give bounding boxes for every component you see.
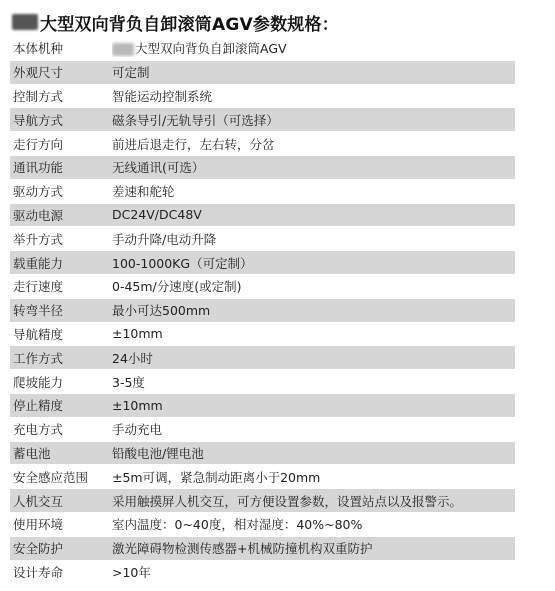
redacted-brand-mark bbox=[12, 14, 38, 30]
spec-value-text: 3-5度 bbox=[112, 374, 145, 390]
spec-value-text: ±10mm bbox=[112, 397, 163, 413]
spec-value bbox=[112, 63, 515, 81]
spec-value bbox=[112, 563, 515, 581]
spec-row bbox=[10, 489, 515, 513]
spec-value-text: 24小时 bbox=[112, 350, 153, 366]
spec-row bbox=[10, 108, 515, 132]
redacted-brand-mark bbox=[112, 43, 134, 56]
spec-label: 停止精度 bbox=[13, 398, 64, 414]
spec-value bbox=[112, 326, 515, 341]
spec-label: 举升方式 bbox=[13, 231, 64, 247]
page-title-row bbox=[12, 8, 339, 36]
spec-value-text: 0-45m/分速度(或定制) bbox=[112, 279, 242, 295]
spec-value bbox=[112, 39, 515, 57]
spec-row bbox=[10, 37, 515, 61]
spec-row bbox=[10, 299, 515, 323]
spec-row bbox=[10, 513, 515, 537]
spec-label: 充电方式 bbox=[13, 422, 64, 438]
spec-value-text: DC24V/DC48V bbox=[112, 207, 202, 223]
spec-row bbox=[10, 418, 515, 442]
spec-value bbox=[112, 254, 515, 272]
spec-label: 蓄电池 bbox=[13, 445, 51, 461]
spec-label: 走行速度 bbox=[13, 279, 64, 295]
spec-row bbox=[10, 132, 515, 156]
spec-value-text: 铅酸电池/锂电池 bbox=[112, 445, 204, 461]
spec-value bbox=[112, 301, 515, 319]
spec-row bbox=[10, 85, 515, 109]
spec-value-text: 手动充电 bbox=[112, 422, 163, 438]
spec-label: 走行方向 bbox=[13, 136, 64, 152]
spec-label: 载重能力 bbox=[13, 255, 64, 271]
spec-label: 工作方式 bbox=[13, 350, 64, 366]
spec-value-text: 无线通讯(可选） bbox=[112, 160, 205, 176]
spec-value bbox=[112, 398, 515, 413]
spec-row bbox=[10, 323, 515, 347]
spec-value bbox=[112, 135, 515, 153]
spec-row bbox=[10, 465, 515, 489]
spec-label: 安全防护 bbox=[13, 541, 64, 557]
spec-row bbox=[10, 156, 515, 180]
spec-row bbox=[10, 442, 515, 466]
spec-value bbox=[112, 207, 515, 222]
spec-value bbox=[112, 373, 515, 391]
spec-value bbox=[112, 158, 515, 176]
spec-row bbox=[10, 537, 515, 561]
spec-label: 设计寿命 bbox=[13, 564, 64, 580]
spec-value bbox=[112, 539, 515, 557]
spec-label: 安全感应范围 bbox=[13, 469, 89, 485]
spec-value bbox=[112, 468, 515, 486]
spec-value-text: 激光障碍物检测传感器+机械防撞机构双重防护 bbox=[112, 541, 373, 557]
spec-label: 控制方式 bbox=[13, 88, 64, 104]
spec-value-text: 可定制 bbox=[112, 65, 150, 81]
spec-value bbox=[112, 277, 515, 295]
spec-row bbox=[10, 61, 515, 85]
spec-value bbox=[112, 87, 515, 105]
spec-value-text: 智能运动控制系统 bbox=[112, 88, 213, 104]
spec-value-text: 大型双向背负自卸滚筒AGV bbox=[135, 41, 287, 57]
spec-label: 通讯功能 bbox=[13, 160, 64, 176]
spec-value-text: 磁条导引/无轨导引（可选择） bbox=[112, 112, 279, 128]
spec-label: 导航方式 bbox=[13, 112, 64, 128]
spec-value bbox=[112, 420, 515, 438]
spec-label: 人机交互 bbox=[13, 493, 64, 509]
spec-value bbox=[112, 111, 515, 129]
spec-value-text: 室内温度：0~40度，相对湿度：40%~80% bbox=[112, 517, 363, 533]
spec-row bbox=[10, 561, 515, 585]
spec-row bbox=[10, 275, 515, 299]
spec-value-text: 前进后退走行，左右转，分岔 bbox=[112, 136, 275, 152]
spec-value bbox=[112, 182, 515, 200]
spec-label: 驱动电源 bbox=[13, 207, 64, 223]
spec-row bbox=[10, 394, 515, 418]
spec-value-text: 手动升降/电动升降 bbox=[112, 231, 217, 247]
spec-row bbox=[10, 346, 515, 370]
spec-label: 驱动方式 bbox=[13, 184, 64, 200]
spec-value-text: >10年 bbox=[112, 564, 151, 580]
spec-value-text: 100-1000KG（可定制） bbox=[112, 255, 253, 271]
spec-label: 爬坡能力 bbox=[13, 374, 64, 390]
spec-row bbox=[10, 204, 515, 228]
spec-row bbox=[10, 180, 515, 204]
spec-label: 导航精度 bbox=[13, 326, 64, 342]
spec-row bbox=[10, 251, 515, 275]
spec-value-text: 差速和舵轮 bbox=[112, 184, 175, 200]
spec-value bbox=[112, 515, 515, 533]
spec-value-text: ±5m可调，紧急制动距离小于20mm bbox=[112, 469, 321, 485]
spec-value bbox=[112, 444, 515, 462]
spec-value bbox=[112, 230, 515, 248]
spec-row bbox=[10, 370, 515, 394]
spec-label: 使用环境 bbox=[13, 517, 64, 533]
spec-table bbox=[10, 37, 515, 584]
spec-value-text: 最小可达500mm bbox=[112, 303, 211, 319]
spec-row bbox=[10, 227, 515, 251]
spec-value-text: ±10mm bbox=[112, 326, 163, 342]
spec-value bbox=[112, 349, 515, 367]
spec-value bbox=[112, 492, 515, 510]
spec-value-text: 采用触摸屏人机交互，可方便设置参数，设置站点以及报警示。 bbox=[112, 493, 463, 509]
page-title: 大型双向背负自卸滚筒AGV参数规格： bbox=[40, 14, 339, 35]
spec-label: 本体机种 bbox=[13, 41, 64, 57]
spec-label: 转弯半径 bbox=[13, 303, 64, 319]
spec-label: 外观尺寸 bbox=[13, 65, 64, 81]
